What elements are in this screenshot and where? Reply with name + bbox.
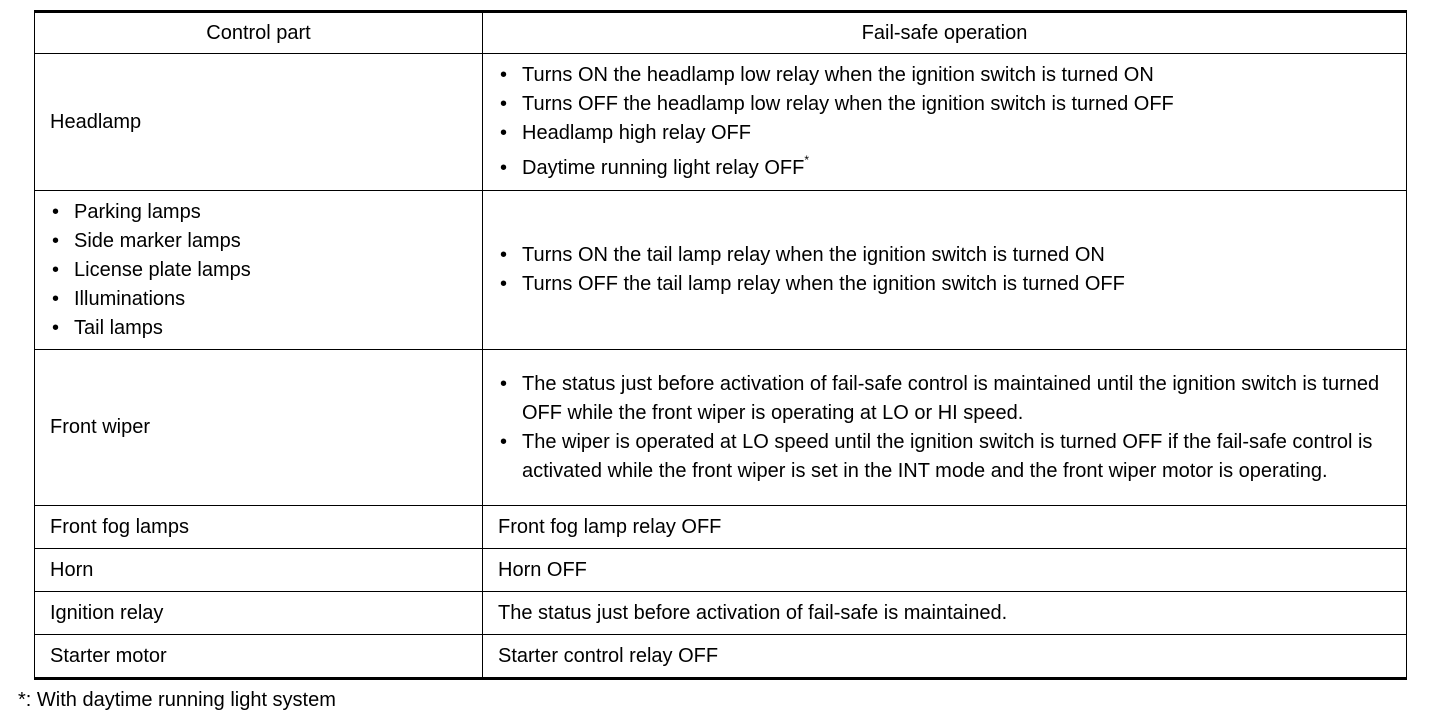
part-starter-motor: Starter motor <box>35 635 483 679</box>
part-front-wiper: Front wiper <box>35 350 483 506</box>
list-item <box>498 154 1396 183</box>
table-row-horn <box>35 549 1407 592</box>
list-item-text: Daytime running light relay OFF <box>522 157 805 179</box>
list-item: • Turns OFF the headlamp low relay when the ignition switch is turned OFF <box>498 90 1396 119</box>
table-row-lamps <box>35 191 1407 350</box>
table-row-front-fog-lamps <box>35 506 1407 549</box>
list-item: • Side marker lamps <box>50 227 482 256</box>
operation-headlamp <box>483 54 1407 191</box>
list-item: • The status just before activation of fail-safe control is maintained until the ignition switch is turned OFF while the front wiper is operating at LO or HI speed. <box>498 370 1396 428</box>
part-ignition-relay: Ignition relay <box>35 592 483 635</box>
part-headlamp: Headlamp <box>35 54 483 191</box>
operation-front-fog-lamps: Front fog lamp relay OFF <box>483 506 1407 549</box>
parts-list <box>50 198 482 343</box>
table-header-row <box>35 12 1407 54</box>
table-row-ignition-relay <box>35 592 1407 635</box>
fail-safe-table <box>34 10 1407 680</box>
list-item: • The wiper is operated at LO speed until the ignition switch is turned OFF if the fail-safe control is activated while the front wiper is set in the INT mode and the front wiper motor is operating. <box>498 428 1396 486</box>
operation-list <box>498 370 1396 486</box>
part-horn: Horn <box>35 549 483 592</box>
list-item: • Turns ON the headlamp low relay when the ignition switch is turned ON <box>498 61 1396 90</box>
header-fail-safe-operation: Fail-safe operation <box>483 12 1407 54</box>
table-row-front-wiper <box>35 350 1407 506</box>
list-item: • Illuminations <box>50 285 482 314</box>
table-row-headlamp <box>35 54 1407 191</box>
operation-lamps <box>483 191 1407 350</box>
part-lamps <box>35 191 483 350</box>
list-item: • License plate lamps <box>50 256 482 285</box>
operation-front-wiper <box>483 350 1407 506</box>
list-item: • Turns ON the tail lamp relay when the ignition switch is turned ON <box>498 241 1396 270</box>
list-item: • Tail lamps <box>50 314 482 343</box>
list-item: • Headlamp high relay OFF <box>498 119 1396 148</box>
operation-list <box>498 241 1396 299</box>
list-item: • Turns OFF the tail lamp relay when the ignition switch is turned OFF <box>498 270 1396 299</box>
operation-list <box>498 61 1396 183</box>
footnote: *: With daytime running light system <box>18 689 336 711</box>
operation-starter-motor: Starter control relay OFF <box>483 635 1407 679</box>
table-row-starter-motor <box>35 635 1407 679</box>
operation-ignition-relay: The status just before activation of fail-safe is maintained. <box>483 592 1407 635</box>
header-control-part: Control part <box>35 12 483 54</box>
footnote-marker: * <box>804 153 809 168</box>
operation-horn: Horn OFF <box>483 549 1407 592</box>
part-front-fog-lamps: Front fog lamps <box>35 506 483 549</box>
list-item: • Parking lamps <box>50 198 482 227</box>
